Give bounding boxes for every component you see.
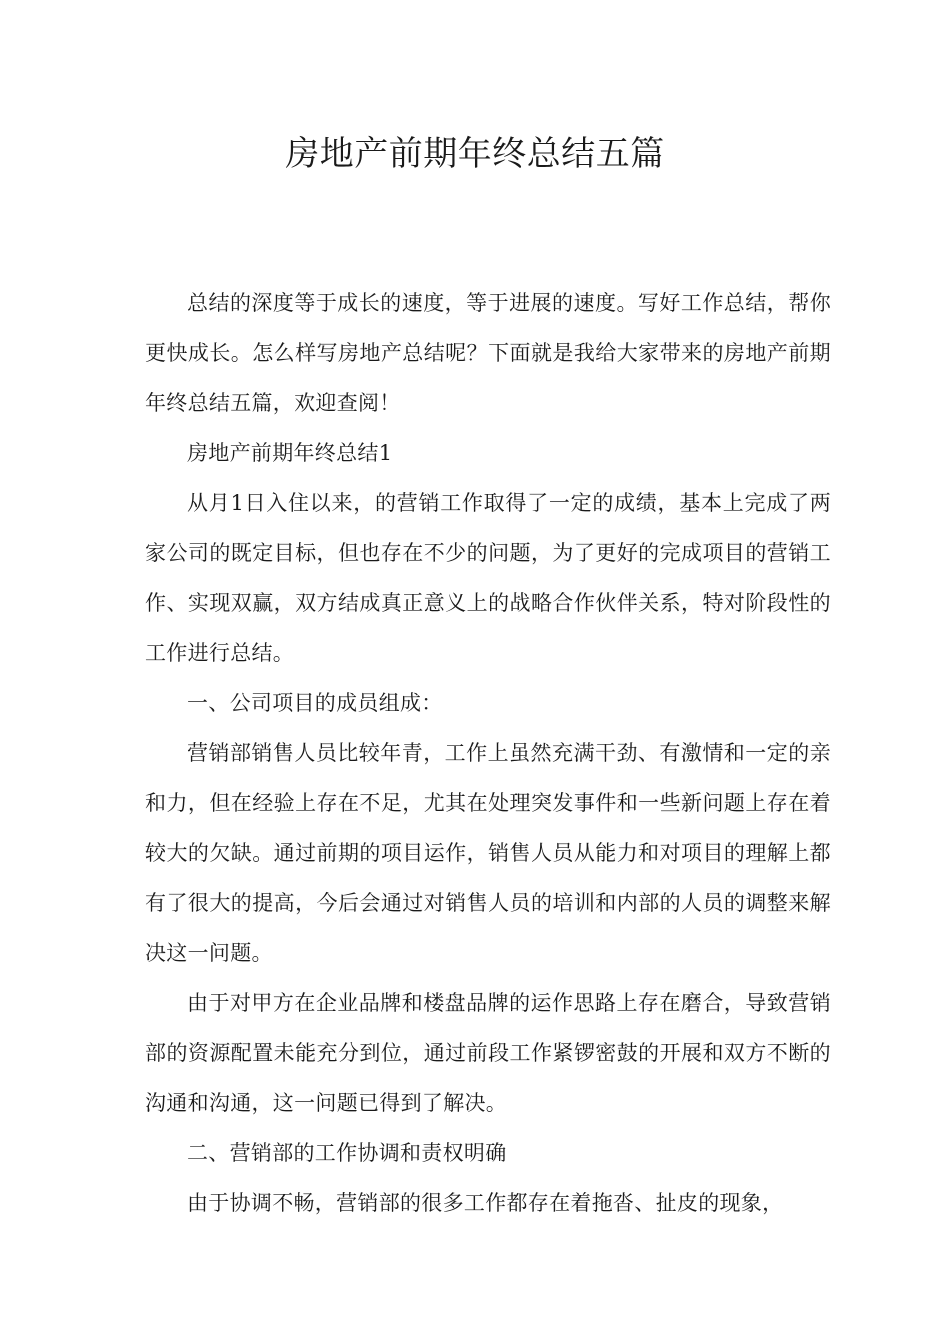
document-title: 房地产前期年终总结五篇: [285, 134, 665, 174]
section-heading-members: 一、公司项目的成员组成：: [187, 691, 443, 715]
paragraph-brand-resources: 由于对甲方在企业品牌和楼盘品牌的运作思路上存在磨合，导致营销部的资源配置未能充分到位，通过前段工作紧锣密鼓的开展和双方不断的沟通和沟通，这一问题已得到了解决。: [145, 991, 831, 1115]
section-heading-coordination: 二、营销部的工作协调和责权明确: [187, 1141, 507, 1165]
paragraph-overview: 从月1日入住以来，的营销工作取得了一定的成绩，基本上完成了两家公司的既定目标，但也存在不少的问题，为了更好的完成项目的营销工作、实现双赢，双方结成真正意义上的战略合作伙伴关系，特对阶段性的工作进行总结。: [145, 491, 831, 665]
paragraph-intro: 总结的深度等于成长的速度，等于进展的速度。写好工作总结，帮你更快成长。怎么样写房地产总结呢？下面就是我给大家带来的房地产前期年终总结五篇，欢迎查阅！: [145, 291, 831, 415]
paragraph-sales-staff: 营销部销售人员比较年青，工作上虽然充满干劲、有激情和一定的亲和力，但在经验上存在不足，尤其在处理突发事件和一些新问题上存在着较大的欠缺。通过前期的项目运作，销售人员从能力和对项目的理解上都有了很大的提高，今后会通过对销售人员的培训和内部的人员的调整来解决这一问题。: [145, 741, 831, 965]
paragraph-coordination: 由于协调不畅，营销部的很多工作都存在着拖沓、扯皮的现象，: [187, 1191, 784, 1215]
document-body: [145, 278, 831, 1228]
section-heading-summary-1: 房地产前期年终总结1: [187, 441, 393, 465]
